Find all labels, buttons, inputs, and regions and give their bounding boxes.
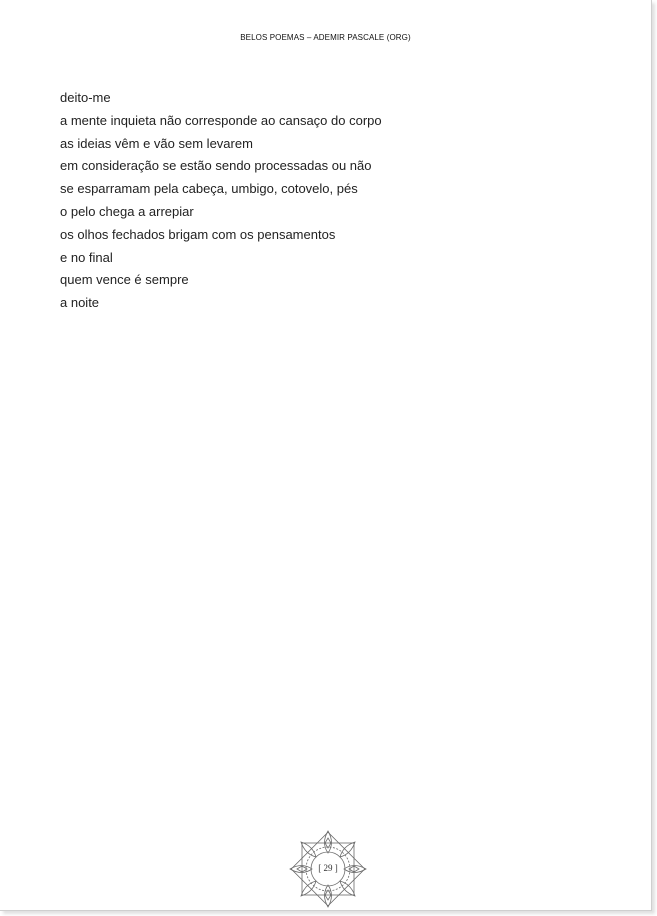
poem-line: os olhos fechados brigam com os pensamentos [60, 226, 336, 242]
poem-line: em consideração se estão sendo processadas ou não [60, 158, 372, 174]
page-number: [ 29 ] [318, 863, 338, 873]
poem-line: a noite [60, 295, 100, 311]
poem-line: quem vence é sempre [60, 272, 189, 288]
poem-body [60, 87, 382, 315]
poem-line: deito-me [60, 90, 111, 105]
poem-line: a mente inquieta não corresponde ao cansaço do corpo [60, 112, 382, 128]
poem-line: o pelo chega a arrepiar [60, 203, 194, 219]
poem-line: se esparramam pela cabeça, umbigo, cotovelo, pés [60, 181, 358, 197]
running-header: BELOS POEMAS – ADEMIR PASCALE (ORG) [240, 33, 411, 42]
poem-line: e no final [60, 249, 113, 265]
poem-line: as ideias vêm e vão sem levarem [60, 135, 253, 151]
